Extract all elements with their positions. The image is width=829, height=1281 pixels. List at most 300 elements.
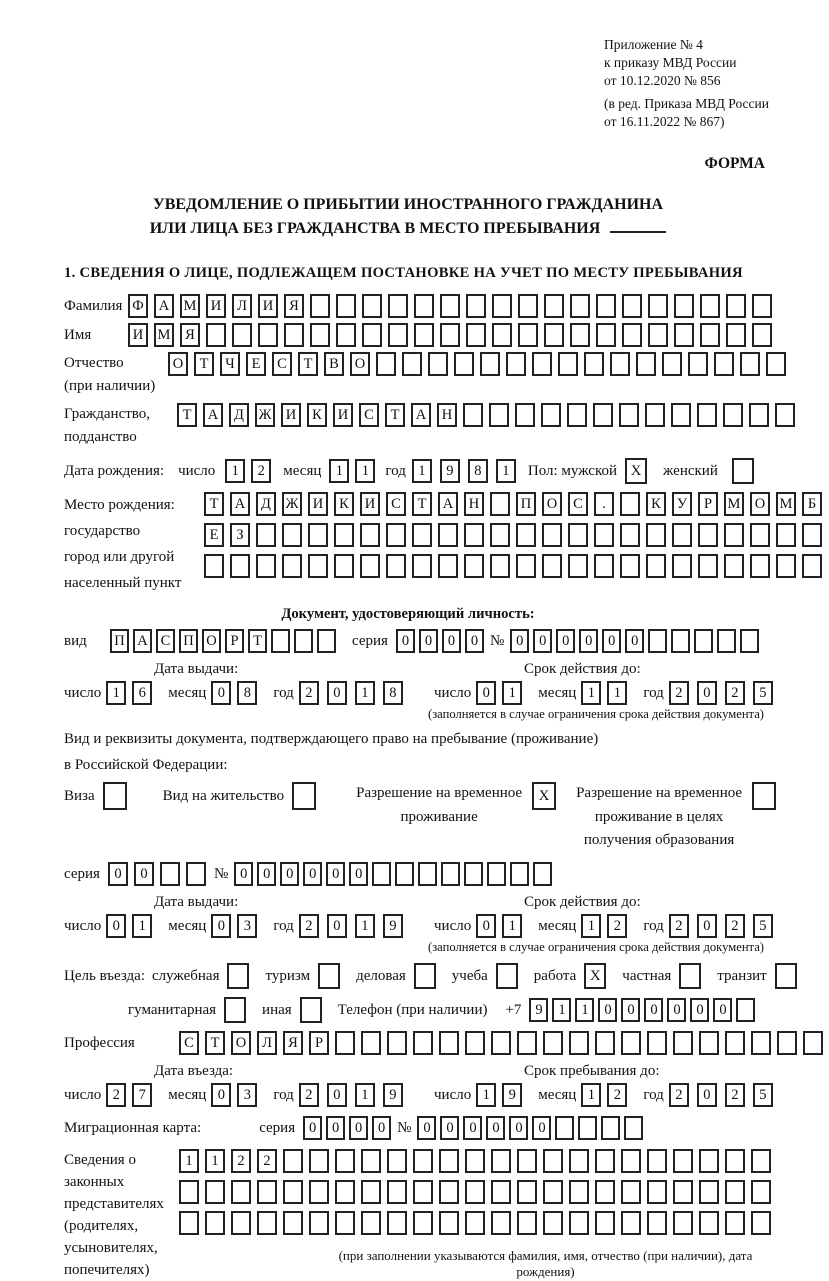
char-cell[interactable] bbox=[543, 1211, 563, 1235]
char-cell[interactable]: 1 bbox=[502, 914, 522, 938]
char-cell[interactable]: 0 bbox=[257, 862, 276, 886]
char-cell[interactable] bbox=[673, 1031, 693, 1055]
char-cell[interactable] bbox=[699, 1211, 719, 1235]
char-cell[interactable] bbox=[673, 1149, 693, 1173]
char-cell[interactable] bbox=[694, 629, 713, 653]
char-cell[interactable]: П bbox=[179, 629, 198, 653]
char-cell[interactable] bbox=[308, 554, 328, 578]
char-cell[interactable] bbox=[466, 294, 486, 318]
char-cell[interactable] bbox=[294, 629, 313, 653]
char-cell[interactable] bbox=[543, 1031, 563, 1055]
char-cell[interactable] bbox=[372, 862, 391, 886]
char-cell[interactable]: А bbox=[411, 403, 431, 427]
checkbox[interactable] bbox=[318, 963, 340, 989]
char-cell[interactable] bbox=[647, 1180, 667, 1204]
char-cell[interactable] bbox=[282, 523, 302, 547]
char-cell[interactable] bbox=[376, 352, 396, 376]
char-cell[interactable]: К bbox=[646, 492, 666, 516]
char-cell[interactable] bbox=[464, 554, 484, 578]
char-cell[interactable]: П bbox=[110, 629, 129, 653]
char-cell[interactable] bbox=[204, 554, 224, 578]
char-cell[interactable]: 3 bbox=[237, 914, 257, 938]
char-cell[interactable] bbox=[673, 1180, 693, 1204]
char-cell[interactable] bbox=[464, 862, 483, 886]
char-cell[interactable] bbox=[310, 294, 330, 318]
char-cell[interactable]: 1 bbox=[581, 914, 601, 938]
char-cell[interactable] bbox=[490, 492, 510, 516]
char-cell[interactable] bbox=[596, 323, 616, 347]
char-cell[interactable] bbox=[402, 352, 422, 376]
char-cell[interactable] bbox=[256, 554, 276, 578]
char-cell[interactable] bbox=[439, 1211, 459, 1235]
char-cell[interactable]: 0 bbox=[644, 998, 663, 1022]
char-cell[interactable] bbox=[673, 1211, 693, 1235]
char-cell[interactable]: Б bbox=[802, 492, 822, 516]
char-cell[interactable]: Р bbox=[225, 629, 244, 653]
char-cell[interactable]: 1 bbox=[106, 681, 126, 705]
char-cell[interactable]: И bbox=[128, 323, 148, 347]
char-cell[interactable] bbox=[725, 1031, 745, 1055]
char-cell[interactable] bbox=[736, 998, 755, 1022]
char-cell[interactable] bbox=[466, 323, 486, 347]
char-cell[interactable] bbox=[336, 323, 356, 347]
char-cell[interactable] bbox=[593, 403, 613, 427]
char-cell[interactable]: Т bbox=[385, 403, 405, 427]
char-cell[interactable] bbox=[671, 629, 690, 653]
char-cell[interactable] bbox=[620, 523, 640, 547]
char-cell[interactable] bbox=[441, 862, 460, 886]
char-cell[interactable] bbox=[414, 294, 434, 318]
char-cell[interactable] bbox=[232, 323, 252, 347]
char-cell[interactable] bbox=[543, 1180, 563, 1204]
char-cell[interactable]: М bbox=[776, 492, 796, 516]
char-cell[interactable] bbox=[335, 1031, 355, 1055]
char-cell[interactable]: О bbox=[168, 352, 188, 376]
char-cell[interactable] bbox=[517, 1031, 537, 1055]
char-cell[interactable]: 0 bbox=[579, 629, 598, 653]
char-cell[interactable]: 3 bbox=[237, 1083, 257, 1107]
char-cell[interactable] bbox=[610, 352, 630, 376]
char-cell[interactable]: М bbox=[180, 294, 200, 318]
char-cell[interactable] bbox=[646, 554, 666, 578]
char-cell[interactable] bbox=[282, 554, 302, 578]
char-cell[interactable]: О bbox=[350, 352, 370, 376]
char-cell[interactable]: К bbox=[307, 403, 327, 427]
char-cell[interactable]: С bbox=[386, 492, 406, 516]
char-cell[interactable] bbox=[283, 1149, 303, 1173]
char-cell[interactable] bbox=[558, 352, 578, 376]
char-cell[interactable]: Л bbox=[257, 1031, 277, 1055]
char-cell[interactable] bbox=[671, 403, 691, 427]
char-cell[interactable]: А bbox=[230, 492, 250, 516]
char-cell[interactable] bbox=[699, 1180, 719, 1204]
char-cell[interactable]: 2 bbox=[725, 681, 745, 705]
char-cell[interactable] bbox=[569, 1211, 589, 1235]
char-cell[interactable]: Е bbox=[246, 352, 266, 376]
char-cell[interactable] bbox=[516, 523, 536, 547]
char-cell[interactable] bbox=[619, 403, 639, 427]
char-cell[interactable]: 0 bbox=[476, 681, 496, 705]
char-cell[interactable] bbox=[714, 352, 734, 376]
char-cell[interactable]: 0 bbox=[106, 914, 126, 938]
char-cell[interactable] bbox=[570, 294, 590, 318]
char-cell[interactable] bbox=[516, 554, 536, 578]
char-cell[interactable] bbox=[645, 403, 665, 427]
char-cell[interactable] bbox=[595, 1211, 615, 1235]
char-cell[interactable] bbox=[544, 294, 564, 318]
char-cell[interactable]: К bbox=[334, 492, 354, 516]
char-cell[interactable]: 2 bbox=[607, 1083, 627, 1107]
char-cell[interactable] bbox=[646, 523, 666, 547]
char-cell[interactable]: 0 bbox=[625, 629, 644, 653]
char-cell[interactable]: 1 bbox=[132, 914, 152, 938]
char-cell[interactable]: 1 bbox=[205, 1149, 225, 1173]
char-cell[interactable]: Т bbox=[194, 352, 214, 376]
char-cell[interactable]: 0 bbox=[327, 914, 347, 938]
char-cell[interactable] bbox=[624, 1116, 643, 1140]
checkbox[interactable] bbox=[300, 997, 322, 1023]
char-cell[interactable] bbox=[621, 1211, 641, 1235]
char-cell[interactable]: И bbox=[360, 492, 380, 516]
char-cell[interactable]: 1 bbox=[575, 998, 594, 1022]
char-cell[interactable] bbox=[205, 1180, 225, 1204]
char-cell[interactable]: О bbox=[750, 492, 770, 516]
char-cell[interactable]: И bbox=[281, 403, 301, 427]
char-cell[interactable] bbox=[555, 1116, 574, 1140]
char-cell[interactable]: 0 bbox=[326, 1116, 345, 1140]
char-cell[interactable] bbox=[751, 1149, 771, 1173]
char-cell[interactable] bbox=[517, 1149, 537, 1173]
char-cell[interactable] bbox=[386, 523, 406, 547]
char-cell[interactable] bbox=[465, 1149, 485, 1173]
char-cell[interactable]: С bbox=[568, 492, 588, 516]
char-cell[interactable] bbox=[506, 352, 526, 376]
char-cell[interactable]: 0 bbox=[303, 862, 322, 886]
char-cell[interactable] bbox=[480, 352, 500, 376]
sex-male-checkbox[interactable]: X bbox=[625, 458, 647, 484]
char-cell[interactable] bbox=[317, 629, 336, 653]
char-cell[interactable] bbox=[335, 1149, 355, 1173]
char-cell[interactable]: 1 bbox=[329, 459, 349, 483]
char-cell[interactable] bbox=[258, 323, 278, 347]
char-cell[interactable] bbox=[414, 323, 434, 347]
char-cell[interactable] bbox=[465, 1180, 485, 1204]
char-cell[interactable] bbox=[595, 1180, 615, 1204]
char-cell[interactable]: Я bbox=[284, 294, 304, 318]
char-cell[interactable] bbox=[621, 1149, 641, 1173]
char-cell[interactable] bbox=[362, 294, 382, 318]
char-cell[interactable] bbox=[725, 1180, 745, 1204]
temp-residence-checkbox[interactable]: X bbox=[532, 782, 556, 810]
char-cell[interactable] bbox=[179, 1180, 199, 1204]
char-cell[interactable] bbox=[418, 862, 437, 886]
char-cell[interactable] bbox=[309, 1211, 329, 1235]
char-cell[interactable]: 1 bbox=[476, 1083, 496, 1107]
char-cell[interactable]: 0 bbox=[486, 1116, 505, 1140]
char-cell[interactable] bbox=[700, 323, 720, 347]
char-cell[interactable]: Ф bbox=[128, 294, 148, 318]
char-cell[interactable] bbox=[463, 403, 483, 427]
char-cell[interactable] bbox=[698, 523, 718, 547]
char-cell[interactable] bbox=[454, 352, 474, 376]
char-cell[interactable]: А bbox=[438, 492, 458, 516]
char-cell[interactable] bbox=[490, 523, 510, 547]
char-cell[interactable] bbox=[698, 554, 718, 578]
char-cell[interactable]: А bbox=[203, 403, 223, 427]
char-cell[interactable]: 1 bbox=[355, 1083, 375, 1107]
char-cell[interactable] bbox=[439, 1180, 459, 1204]
char-cell[interactable] bbox=[284, 323, 304, 347]
char-cell[interactable] bbox=[595, 1149, 615, 1173]
char-cell[interactable] bbox=[387, 1031, 407, 1055]
char-cell[interactable]: 0 bbox=[372, 1116, 391, 1140]
char-cell[interactable] bbox=[776, 523, 796, 547]
char-cell[interactable] bbox=[413, 1211, 433, 1235]
char-cell[interactable] bbox=[740, 352, 760, 376]
char-cell[interactable]: Л bbox=[232, 294, 252, 318]
char-cell[interactable]: Т bbox=[412, 492, 432, 516]
char-cell[interactable]: Д bbox=[229, 403, 249, 427]
char-cell[interactable]: 0 bbox=[280, 862, 299, 886]
char-cell[interactable] bbox=[533, 862, 552, 886]
char-cell[interactable]: 0 bbox=[211, 681, 231, 705]
temp-residence-education-checkbox[interactable] bbox=[752, 782, 776, 810]
char-cell[interactable] bbox=[594, 554, 614, 578]
char-cell[interactable] bbox=[388, 323, 408, 347]
char-cell[interactable] bbox=[621, 1031, 641, 1055]
char-cell[interactable]: Д bbox=[256, 492, 276, 516]
char-cell[interactable]: С bbox=[272, 352, 292, 376]
char-cell[interactable] bbox=[465, 1031, 485, 1055]
char-cell[interactable] bbox=[492, 323, 512, 347]
checkbox[interactable] bbox=[679, 963, 701, 989]
char-cell[interactable] bbox=[647, 1149, 667, 1173]
char-cell[interactable] bbox=[584, 352, 604, 376]
char-cell[interactable]: Ч bbox=[220, 352, 240, 376]
char-cell[interactable] bbox=[752, 294, 772, 318]
char-cell[interactable] bbox=[491, 1211, 511, 1235]
char-cell[interactable]: 0 bbox=[211, 914, 231, 938]
char-cell[interactable]: 2 bbox=[299, 1083, 319, 1107]
char-cell[interactable] bbox=[491, 1180, 511, 1204]
char-cell[interactable]: 2 bbox=[669, 914, 689, 938]
char-cell[interactable] bbox=[648, 629, 667, 653]
char-cell[interactable] bbox=[257, 1211, 277, 1235]
char-cell[interactable] bbox=[361, 1031, 381, 1055]
char-cell[interactable] bbox=[206, 323, 226, 347]
char-cell[interactable] bbox=[750, 554, 770, 578]
char-cell[interactable]: 0 bbox=[327, 1083, 347, 1107]
char-cell[interactable] bbox=[776, 554, 796, 578]
char-cell[interactable]: 1 bbox=[581, 681, 601, 705]
char-cell[interactable] bbox=[491, 1149, 511, 1173]
char-cell[interactable]: 0 bbox=[532, 1116, 551, 1140]
char-cell[interactable] bbox=[726, 294, 746, 318]
char-cell[interactable] bbox=[335, 1180, 355, 1204]
char-cell[interactable] bbox=[622, 323, 642, 347]
char-cell[interactable]: 0 bbox=[349, 1116, 368, 1140]
char-cell[interactable] bbox=[231, 1211, 251, 1235]
char-cell[interactable] bbox=[647, 1031, 667, 1055]
char-cell[interactable]: Т bbox=[177, 403, 197, 427]
char-cell[interactable]: 0 bbox=[463, 1116, 482, 1140]
char-cell[interactable]: О bbox=[202, 629, 221, 653]
char-cell[interactable]: 9 bbox=[502, 1083, 522, 1107]
sex-female-checkbox[interactable] bbox=[732, 458, 754, 484]
char-cell[interactable]: 2 bbox=[299, 681, 319, 705]
char-cell[interactable] bbox=[620, 492, 640, 516]
char-cell[interactable] bbox=[230, 554, 250, 578]
char-cell[interactable]: 0 bbox=[134, 862, 154, 886]
char-cell[interactable] bbox=[699, 1149, 719, 1173]
char-cell[interactable] bbox=[334, 523, 354, 547]
char-cell[interactable] bbox=[518, 294, 538, 318]
char-cell[interactable]: 2 bbox=[669, 681, 689, 705]
char-cell[interactable] bbox=[752, 323, 772, 347]
char-cell[interactable] bbox=[362, 323, 382, 347]
char-cell[interactable] bbox=[568, 554, 588, 578]
char-cell[interactable] bbox=[601, 1116, 620, 1140]
char-cell[interactable]: С bbox=[179, 1031, 199, 1055]
char-cell[interactable]: 8 bbox=[468, 459, 488, 483]
char-cell[interactable] bbox=[532, 352, 552, 376]
char-cell[interactable] bbox=[672, 523, 692, 547]
char-cell[interactable] bbox=[622, 294, 642, 318]
char-cell[interactable]: 0 bbox=[440, 1116, 459, 1140]
char-cell[interactable]: З bbox=[230, 523, 250, 547]
char-cell[interactable] bbox=[388, 294, 408, 318]
char-cell[interactable] bbox=[489, 403, 509, 427]
char-cell[interactable] bbox=[542, 523, 562, 547]
char-cell[interactable]: 0 bbox=[303, 1116, 322, 1140]
char-cell[interactable] bbox=[740, 629, 759, 653]
char-cell[interactable]: 0 bbox=[510, 629, 529, 653]
char-cell[interactable]: М bbox=[724, 492, 744, 516]
char-cell[interactable]: 0 bbox=[602, 629, 621, 653]
char-cell[interactable] bbox=[438, 554, 458, 578]
char-cell[interactable] bbox=[160, 862, 180, 886]
checkbox[interactable] bbox=[496, 963, 518, 989]
char-cell[interactable]: 2 bbox=[607, 914, 627, 938]
char-cell[interactable] bbox=[699, 1031, 719, 1055]
char-cell[interactable]: 0 bbox=[598, 998, 617, 1022]
char-cell[interactable]: 0 bbox=[327, 681, 347, 705]
char-cell[interactable] bbox=[361, 1149, 381, 1173]
char-cell[interactable] bbox=[387, 1180, 407, 1204]
char-cell[interactable] bbox=[412, 523, 432, 547]
char-cell[interactable] bbox=[726, 323, 746, 347]
char-cell[interactable]: О bbox=[542, 492, 562, 516]
char-cell[interactable]: Т bbox=[204, 492, 224, 516]
char-cell[interactable]: 2 bbox=[106, 1083, 126, 1107]
char-cell[interactable]: 2 bbox=[231, 1149, 251, 1173]
char-cell[interactable] bbox=[672, 554, 692, 578]
char-cell[interactable]: 6 bbox=[132, 681, 152, 705]
char-cell[interactable] bbox=[387, 1211, 407, 1235]
char-cell[interactable]: Ж bbox=[282, 492, 302, 516]
char-cell[interactable]: 9 bbox=[383, 914, 403, 938]
char-cell[interactable] bbox=[387, 1149, 407, 1173]
char-cell[interactable] bbox=[725, 1149, 745, 1173]
char-cell[interactable]: 1 bbox=[355, 459, 375, 483]
char-cell[interactable]: 1 bbox=[607, 681, 627, 705]
char-cell[interactable]: 0 bbox=[667, 998, 686, 1022]
char-cell[interactable]: 0 bbox=[419, 629, 438, 653]
char-cell[interactable]: 1 bbox=[581, 1083, 601, 1107]
char-cell[interactable]: 5 bbox=[753, 1083, 773, 1107]
char-cell[interactable]: Т bbox=[205, 1031, 225, 1055]
char-cell[interactable] bbox=[544, 323, 564, 347]
checkbox[interactable] bbox=[414, 963, 436, 989]
char-cell[interactable]: 0 bbox=[713, 998, 732, 1022]
char-cell[interactable] bbox=[492, 294, 512, 318]
char-cell[interactable]: 5 bbox=[753, 681, 773, 705]
char-cell[interactable] bbox=[412, 554, 432, 578]
char-cell[interactable] bbox=[751, 1180, 771, 1204]
char-cell[interactable] bbox=[725, 1211, 745, 1235]
char-cell[interactable] bbox=[674, 323, 694, 347]
char-cell[interactable] bbox=[510, 862, 529, 886]
char-cell[interactable]: Р bbox=[698, 492, 718, 516]
char-cell[interactable] bbox=[186, 862, 206, 886]
char-cell[interactable]: П bbox=[516, 492, 536, 516]
char-cell[interactable]: Е bbox=[204, 523, 224, 547]
char-cell[interactable]: Н bbox=[464, 492, 484, 516]
char-cell[interactable] bbox=[775, 403, 795, 427]
char-cell[interactable] bbox=[361, 1211, 381, 1235]
char-cell[interactable]: С bbox=[156, 629, 175, 653]
char-cell[interactable]: 0 bbox=[396, 629, 415, 653]
char-cell[interactable]: М bbox=[154, 323, 174, 347]
char-cell[interactable] bbox=[360, 523, 380, 547]
char-cell[interactable] bbox=[231, 1180, 251, 1204]
char-cell[interactable]: 0 bbox=[234, 862, 253, 886]
char-cell[interactable]: 1 bbox=[502, 681, 522, 705]
char-cell[interactable] bbox=[491, 1031, 511, 1055]
char-cell[interactable] bbox=[257, 1180, 277, 1204]
char-cell[interactable] bbox=[700, 294, 720, 318]
char-cell[interactable] bbox=[803, 1031, 823, 1055]
char-cell[interactable] bbox=[542, 554, 562, 578]
char-cell[interactable]: 9 bbox=[440, 459, 460, 483]
char-cell[interactable] bbox=[413, 1149, 433, 1173]
char-cell[interactable] bbox=[636, 352, 656, 376]
char-cell[interactable]: А bbox=[133, 629, 152, 653]
char-cell[interactable]: 9 bbox=[529, 998, 548, 1022]
char-cell[interactable]: И bbox=[206, 294, 226, 318]
char-cell[interactable]: 2 bbox=[257, 1149, 277, 1173]
char-cell[interactable] bbox=[766, 352, 786, 376]
residence-permit-checkbox[interactable] bbox=[292, 782, 316, 810]
char-cell[interactable]: 0 bbox=[697, 1083, 717, 1107]
char-cell[interactable]: 0 bbox=[349, 862, 368, 886]
char-cell[interactable]: 0 bbox=[697, 681, 717, 705]
char-cell[interactable]: 0 bbox=[509, 1116, 528, 1140]
char-cell[interactable]: 0 bbox=[533, 629, 552, 653]
char-cell[interactable]: 0 bbox=[108, 862, 128, 886]
char-cell[interactable]: 8 bbox=[383, 681, 403, 705]
char-cell[interactable] bbox=[439, 1149, 459, 1173]
char-cell[interactable] bbox=[751, 1031, 771, 1055]
char-cell[interactable] bbox=[517, 1180, 537, 1204]
char-cell[interactable]: И bbox=[308, 492, 328, 516]
char-cell[interactable] bbox=[518, 323, 538, 347]
char-cell[interactable]: 5 bbox=[753, 914, 773, 938]
char-cell[interactable]: 2 bbox=[725, 914, 745, 938]
char-cell[interactable] bbox=[569, 1031, 589, 1055]
char-cell[interactable] bbox=[570, 323, 590, 347]
char-cell[interactable]: 1 bbox=[355, 681, 375, 705]
